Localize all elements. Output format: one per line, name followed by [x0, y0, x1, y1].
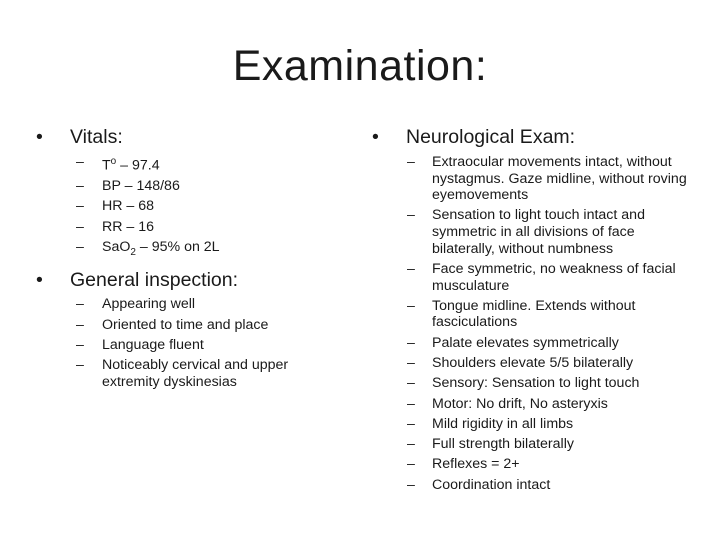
dash-icon: – [76, 316, 84, 333]
dash-icon: – [76, 198, 84, 215]
left-column [36, 124, 336, 394]
neuro-item [372, 207, 690, 257]
general-heading-text: General inspection: [70, 269, 239, 292]
neuro-item-text: Palate elevates symmetrically [432, 334, 619, 351]
neuro-item [372, 154, 690, 204]
vitals-item-sao2 [36, 239, 336, 261]
bullet-icon: • [36, 269, 43, 292]
neuro-item-text: Reflexes = 2+ [432, 456, 520, 473]
neuro-item [372, 416, 690, 433]
dash-icon: – [407, 260, 415, 277]
neuro-item [372, 477, 690, 494]
dash-icon: – [76, 296, 84, 313]
dash-icon: – [76, 336, 84, 353]
dash-icon: – [76, 357, 84, 374]
dash-icon: – [76, 218, 84, 235]
vitals-temp-degree: o [110, 156, 117, 167]
dash-icon: – [407, 334, 415, 351]
vitals-list [36, 154, 336, 261]
neuro-item-text: Extraocular movements intact, without nystagmus. Gaze midline, without roving eyemovements [432, 154, 687, 204]
vitals-item-bp [36, 178, 336, 195]
neuro-heading-text: Neurological Exam: [406, 126, 576, 148]
general-item [36, 337, 336, 354]
dash-icon: – [407, 395, 415, 412]
neuro-item-text: Coordination intact [432, 476, 551, 493]
neuro-item [372, 355, 690, 372]
neuro-item-text: Sensation to light touch intact and symmetric in all divisions of face bilaterally, without numbness [432, 207, 645, 257]
bullet-icon: • [372, 126, 379, 148]
neuro-item-text: Tongue midline. Extends without fasciculations [432, 297, 636, 331]
dash-icon: – [407, 456, 415, 473]
neuro-item [372, 375, 690, 392]
neuro-heading [372, 124, 690, 150]
dash-icon: – [407, 375, 415, 392]
vitals-sao2-post: – 95% on 2L [135, 238, 220, 255]
bullet-icon: • [36, 126, 43, 148]
vitals-sao2-pre: SaO [102, 238, 131, 255]
general-heading [36, 267, 336, 293]
neuro-item-text: Shoulders elevate 5/5 bilaterally [432, 354, 634, 371]
general-item [36, 317, 336, 334]
vitals-rr-text: RR – 16 [102, 218, 155, 235]
vitals-hr-text: HR – 68 [102, 198, 155, 215]
dash-icon: – [76, 178, 84, 195]
neuro-item-text: Mild rigidity in all limbs [432, 415, 574, 432]
neuro-item [372, 261, 690, 294]
neuro-item-text: Full strength bilaterally [432, 436, 574, 453]
dash-icon: – [76, 154, 84, 170]
slide-title: Examination: [232, 42, 488, 90]
vitals-heading-text: Vitals: [70, 126, 123, 148]
general-item [36, 357, 336, 390]
neuro-item-text: Face symmetric, no weakness of facial musculature [432, 260, 676, 294]
general-item-text: Noticeably cervical and upper extremity dyskinesias [102, 357, 289, 390]
dash-icon: – [407, 354, 415, 371]
neuro-list [372, 154, 690, 493]
general-item-text: Oriented to time and place [102, 316, 269, 333]
vitals-temp-post: – 97.4 [116, 157, 160, 174]
right-column [372, 124, 690, 497]
vitals-heading [36, 124, 336, 150]
neuro-item [372, 396, 690, 413]
neuro-item-text: Sensory: Sensation to light touch [432, 375, 640, 392]
vitals-item-rr [36, 219, 336, 236]
neuro-item [372, 298, 690, 331]
dash-icon: – [407, 154, 415, 170]
dash-icon: – [407, 297, 415, 314]
vitals-item-temp [36, 154, 336, 174]
dash-icon: – [407, 415, 415, 432]
general-list [36, 296, 336, 390]
general-item-text: Appearing well [102, 296, 196, 313]
dash-icon: – [407, 476, 415, 493]
neuro-item-text: Motor: No drift, No asteryxis [432, 395, 608, 412]
vitals-bp-text: BP – 148/86 [102, 178, 180, 195]
vitals-sao2-subscript: 2 [130, 246, 136, 258]
general-item-text: Language fluent [102, 336, 204, 353]
general-item [36, 296, 336, 313]
vitals-item-hr [36, 198, 336, 215]
dash-icon: – [407, 207, 415, 224]
neuro-item [372, 436, 690, 453]
vitals-temp-pre: T [102, 157, 111, 174]
neuro-item [372, 456, 690, 473]
neuro-item [372, 335, 690, 352]
dash-icon: – [407, 436, 415, 453]
dash-icon: – [76, 238, 84, 255]
